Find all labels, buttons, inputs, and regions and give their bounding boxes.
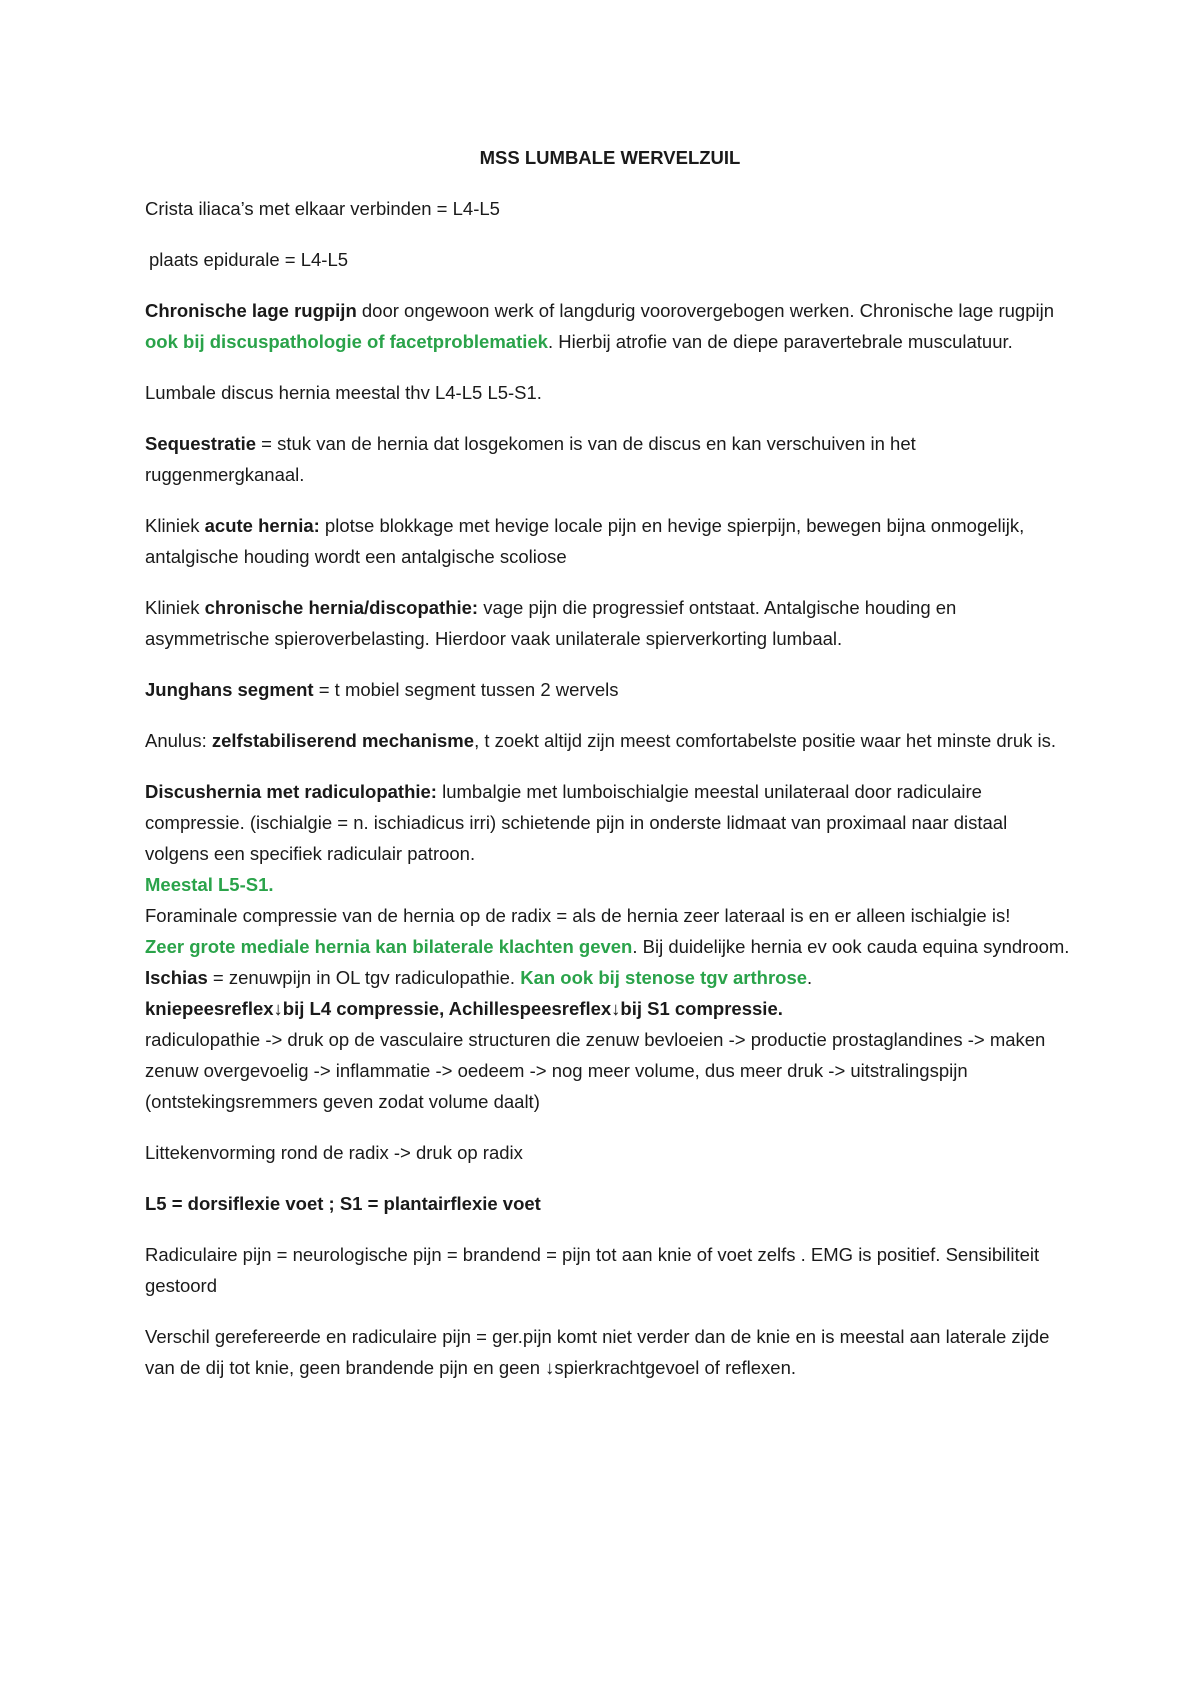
text-run: = t mobiel segment tussen 2 wervels xyxy=(313,679,619,700)
bold-term: chronische hernia/discopathie: xyxy=(204,597,479,618)
paragraph-radiculopathie-mechanisme: radiculopathie -> druk op de vasculaire structuren die zenuw bevloeien -> productie prostaglandines -> maken zenuw overgevoelig -> inflammatie -> oedeem -> nog meer volume, dus meer druk -> uitstralingspijn (ontstekingsremmers geven zodat volume daalt) xyxy=(145,1029,1046,1112)
paragraph-l5-s1-functie: L5 = dorsiflexie voet ; S1 = plantairflexie voet xyxy=(145,1193,541,1214)
text-run: Kliniek xyxy=(145,597,205,618)
bold-term: Ischias xyxy=(145,967,208,988)
text-run: door ongewoon werk of langdurig voorovergebogen werken. Chronische lage rugpijn xyxy=(356,300,1055,321)
paragraph-junghans-segment xyxy=(145,674,1075,705)
bold-term: zelfstabiliserend mechanisme xyxy=(211,730,475,751)
paragraph-chronische-hernia xyxy=(145,592,1075,654)
green-highlight: Kan ook bij stenose tgv arthrose xyxy=(520,967,808,988)
text-run: lumbalgie met lumboischialgie meestal unilateraal door radiculaire compressie. (ischialgie = n. ischiadicus irri) schietende pijn in onderste lidmaat van proximaal naar distaal volgens een specifiek radiculair patroon. xyxy=(145,781,1008,864)
line-mediale-hernia xyxy=(145,931,1075,962)
text-run: vage pijn die progressief ontstaat. Antalgische houding en asymmetrische spieroverbelasting. Hierdoor vaak unilaterale spierverkorting lumbaal. xyxy=(145,597,957,649)
bold-term: Sequestratie xyxy=(145,433,257,454)
text-run: , t zoekt altijd zijn meest comfortabelste positie waar het minste druk is. xyxy=(474,730,1057,751)
bold-term: Junghans segment xyxy=(145,679,314,700)
paragraph-chronische-lage-rugpijn xyxy=(145,295,1075,357)
text-run: = zenuwpijn in OL tgv radiculopathie. xyxy=(207,967,521,988)
paragraph-anulus xyxy=(145,725,1075,756)
paragraph-sequestratie xyxy=(145,428,1075,490)
paragraph-acute-hernia xyxy=(145,510,1075,572)
green-highlight: ook bij discuspathologie of facetproblematiek xyxy=(145,331,548,352)
line-ischias xyxy=(145,962,1075,993)
text-run: plotse blokkage met hevige locale pijn en hevige spierpijn, bewegen bijna onmogelijk, antalgische houding wordt een antalgische scoliose xyxy=(145,515,1025,567)
bold-term: Discushernia met radiculopathie: xyxy=(145,781,437,802)
line-meestal-l5-s1: Meestal L5-S1. xyxy=(145,874,274,895)
paragraph-crista-iliaca: Crista iliaca’s met elkaar verbinden = L4-L5 xyxy=(145,198,500,219)
text-run: . Bij duidelijke hernia ev ook cauda equina syndroom. xyxy=(632,936,1070,957)
paragraph-discushernia-radiculopathie xyxy=(145,776,1075,869)
line-reflexen: kniepeesreflex↓bij L4 compressie, Achillespeesreflex↓bij S1 compressie. xyxy=(145,998,783,1019)
bold-term: acute hernia: xyxy=(204,515,320,536)
document-body xyxy=(145,142,1075,1403)
line-foraminale-compressie: Foraminale compressie van de hernia op de radix = als de hernia zeer lateraal is en er alleen ischialgie is! xyxy=(145,905,1011,926)
green-highlight: Zeer grote mediale hernia kan bilaterale klachten geven xyxy=(145,936,633,957)
paragraph-verschil-pijn: Verschil gerefereerde en radiculaire pijn = ger.pijn komt niet verder dan de knie en is meestal aan laterale zijde van de dij tot knie, geen brandende pijn en geen ↓spierkrachtgevoel of reflexen. xyxy=(145,1326,1050,1378)
paragraph-radiculaire-pijn: Radiculaire pijn = neurologische pijn = brandend = pijn tot aan knie of voet zelfs . EMG is positief. Sensibiliteit gestoord xyxy=(145,1244,1040,1296)
bold-term: Chronische lage rugpijn xyxy=(145,300,357,321)
text-run: . xyxy=(807,967,813,988)
paragraph-epidurale: plaats epidurale = L4-L5 xyxy=(149,249,349,270)
paragraph-littekenvorming: Littekenvorming rond de radix -> druk op radix xyxy=(145,1142,523,1163)
text-run: Kliniek xyxy=(145,515,205,536)
text-run: Anulus: xyxy=(145,730,212,751)
paragraph-lumbale-discus-hernia: Lumbale discus hernia meestal thv L4-L5 L5-S1. xyxy=(145,382,542,403)
text-run: = stuk van de hernia dat losgekomen is van de discus en kan verschuiven in het ruggenmergkanaal. xyxy=(145,433,916,485)
text-run: . Hierbij atrofie van de diepe paravertebrale musculatuur. xyxy=(547,331,1013,352)
page-title: MSS LUMBALE WERVELZUIL xyxy=(479,147,741,168)
